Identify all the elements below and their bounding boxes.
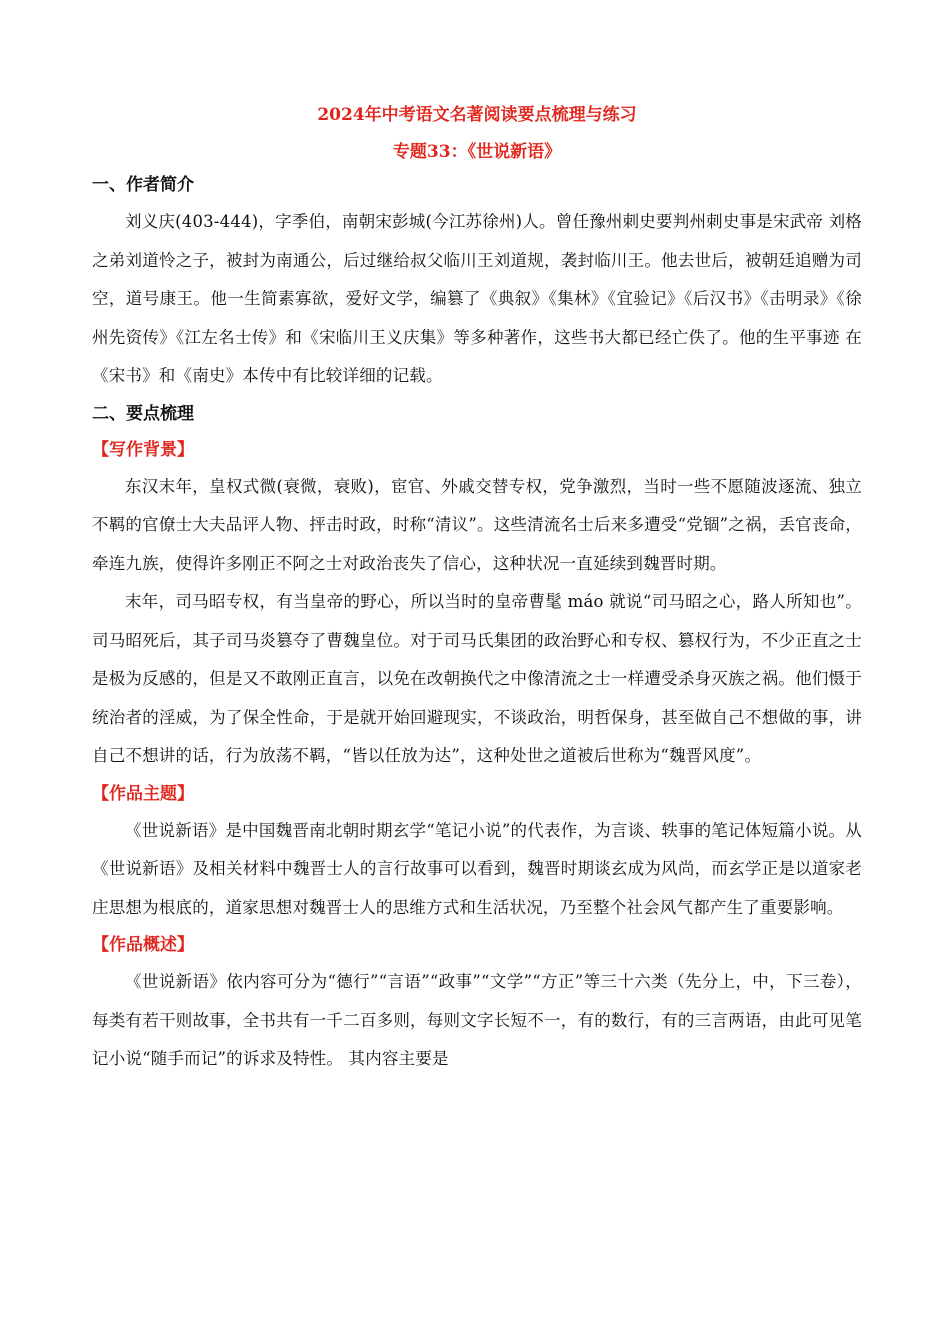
background-paragraph-2: 末年，司马昭专权，有当皇帝的野心，所以当时的皇帝曹髦 máo 就说“司马昭之心，路人所知也”。司马昭死后，其子司马炎篡夺了曹魏皇位。对于司马氏集团的政治野心和专权、篡权行为，不少正直之士是极为反感的，但是又不敢刚正直言，以免在改朝换代之中像清流之士一样遭受杀身灭族之祸。他们慑于统治者的淫威，为了保全性命，于是就开始回避现实，不谈政治，明哲保身，甚至做自己不想做的事，讲自己不想讲的话，行为放荡不羁，“皆以任放为达”，这种处世之道被后世称为“魏晋风度”。 <box>92 592 862 765</box>
author-paragraph: 刘义庆(403-444)，字季伯，南朝宋彭城(今江苏徐州)人。曾任豫州刺史要判州刺史事是宋武帝 刘格之弟刘道怜之子，被封为南通公，后过继给叔父临川王刘道规，袭封临川王。他去世后，被朝廷追赠为司空，道号康王。他一生简素寡欲，爱好文学，编篡了《典叙》《集林》《宜验记》《后汉书》《击明录》《徐州先资传》《江左名士传》和《宋临川王义庆集》等多种著作，这些书大都已经亡佚了。他的生平事迹 在《宋书》和《南史》本传中有比较详细的记载。 <box>92 212 862 385</box>
theme-paragraph: 《世说新语》是中国魏晋南北朝时期玄学“笔记小说”的代表作，为言谈、轶事的笔记体短篇小说。从《世说新语》及相关材料中魏晋士人的言行故事可以看到，魏晋时期谈玄成为风尚，而玄学正是以道家老庄思想为根底的，道家思想对魏晋士人的思维方式和生活状况，乃至整个社会风气都产生了重要影响。 <box>92 820 862 917</box>
tag-theme: 【作品主题】 <box>92 783 194 804</box>
tag-background: 【写作背景】 <box>92 439 194 460</box>
document-subtitle: 专题33：《世说新语》 <box>392 142 562 162</box>
overview-paragraph: 《世说新语》依内容可分为“德行”“言语”“政事”“文学”“方正”等三十六类（先分上，中，下三卷），每类有若干则故事，全书共有一千二百多则，每则文字长短不一，有的数行，有的三言两语，由此可见笔记小说“随手而记”的诉求及特性。 其内容主要是 <box>92 972 862 1068</box>
section-heading-author: 一、作者简介 <box>92 175 194 195</box>
document-page <box>92 100 862 1079</box>
background-paragraph-1: 东汉末年，皇权式微(衰微，衰败)，宦官、外戚交替专权，党争激烈，当时一些不愿随波逐流、独立不羁的官僚士大夫品评人物、抨击时政，时称“清议”。这些清流名士后来多遭受“党锢”之祸，丢官丧命，牵连九族，使得许多刚正不阿之士对政治丧失了信心，这种状况一直延续到魏晋时期。 <box>92 476 862 573</box>
tag-overview: 【作品概述】 <box>92 935 194 955</box>
document-title: 2024年中考语文名著阅读要点梳理与练习 <box>317 105 637 125</box>
section-heading-points: 二、要点梳理 <box>92 403 194 424</box>
